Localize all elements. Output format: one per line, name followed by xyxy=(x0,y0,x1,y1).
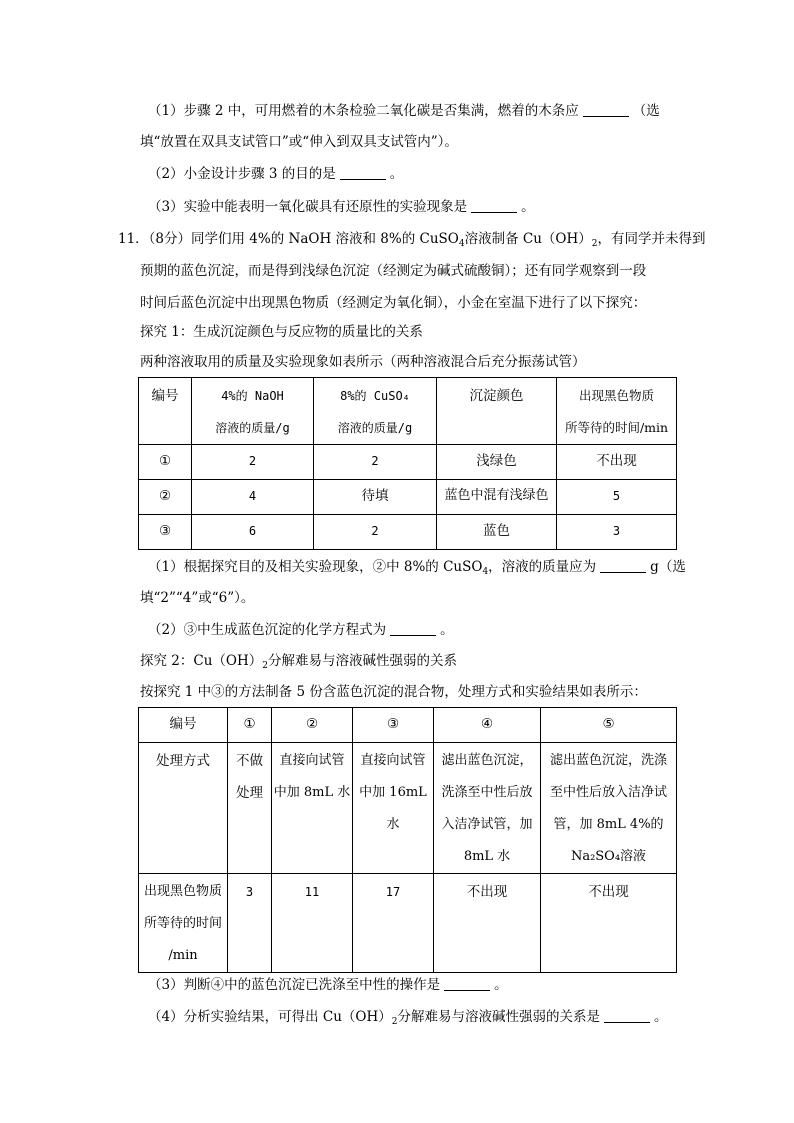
header-text: 溶液的质量/g xyxy=(337,421,413,435)
table-cell: 蓝色中混有浅绿色 xyxy=(437,480,557,515)
table2-row-label-treatment xyxy=(139,743,228,874)
cell-line: 不做 xyxy=(236,753,263,769)
table-row xyxy=(139,874,677,973)
table-row xyxy=(139,743,677,874)
explore2-title-a: 探究 2：Cu（OH） xyxy=(140,653,263,669)
q10-part2-text: （2）小金设计步骤 3 的目的是 xyxy=(148,166,336,182)
table2-header-5: ⑤ xyxy=(541,708,677,743)
table1-header-naoh xyxy=(192,378,314,445)
explore1-desc-text: 两种溶液取用的质量及实验现象如表所示（两种溶液混合后充分振荡试管） xyxy=(140,354,586,370)
row-label: /min xyxy=(168,948,198,963)
cell-line: 8mL 水 xyxy=(463,849,511,864)
period: 。 xyxy=(653,1009,668,1025)
table-cell xyxy=(228,743,272,874)
explore2-title-b: 分解难易与溶液碱性强弱的关系 xyxy=(267,653,457,669)
q11-part2 xyxy=(148,620,454,640)
q10-part1-line2 xyxy=(140,132,458,152)
q11-intro-line3 xyxy=(140,293,646,313)
answer-blank xyxy=(471,198,517,213)
q10-part3 xyxy=(148,197,535,217)
subscript: 4 xyxy=(482,567,489,577)
table-row xyxy=(139,445,677,480)
table-cell: 3 xyxy=(557,515,677,550)
table-cell: 不出现 xyxy=(434,874,541,973)
period: 。 xyxy=(440,622,454,638)
q11-intro-3: 时间后蓝色沉淀中出现黑色物质（经测定为氧化铜），小金在室温下进行了以下探究： xyxy=(140,295,647,311)
header-text: 沉淀颜色 xyxy=(469,388,524,404)
table-cell xyxy=(353,743,434,874)
table-cell xyxy=(541,743,677,874)
table-cell: 3 xyxy=(228,874,272,973)
cell-line: 处理 xyxy=(236,785,263,801)
q11-part4 xyxy=(148,1007,667,1027)
table2-header-1: ① xyxy=(228,708,272,743)
explore2-desc xyxy=(140,682,647,702)
table2-row-label-time xyxy=(139,874,228,973)
header-text: 出现黑色物质 xyxy=(578,388,654,403)
cell-line: 至中性后放入洁净试 xyxy=(549,785,667,800)
q10-part1-text-b: （选 xyxy=(632,103,660,119)
table-cell: 11 xyxy=(272,874,353,973)
table-explore1 xyxy=(138,377,677,550)
table-row xyxy=(139,515,677,550)
cell-line: 入洁净试管，加 xyxy=(441,817,533,832)
cell-line: 直接向试管 xyxy=(360,753,426,768)
answer-blank xyxy=(340,165,386,180)
table-cell xyxy=(434,743,541,874)
q11-intro-1a: 11．（8分）同学们用 4%的 NaOH 溶液和 8%的 CuSO xyxy=(118,231,459,247)
q11-part2-text: （2）③中生成蓝色沉淀的化学方程式为 xyxy=(148,622,387,638)
header-text: 所等待的时间/min xyxy=(564,420,669,435)
answer-blank xyxy=(444,976,490,991)
q11-intro-2: 预期的蓝色沉淀，而是得到浅绿色沉淀（经测定为碱式硫酸铜）；还有同学观察到一段 xyxy=(140,263,647,279)
cell-line: 中加 16mL 水 xyxy=(359,785,427,832)
table2-header-4: ④ xyxy=(434,708,541,743)
q11-intro-line1 xyxy=(118,229,705,249)
period: 。 xyxy=(389,166,404,182)
table-cell: 4 xyxy=(192,480,314,515)
table-cell xyxy=(272,743,353,874)
table-cell: ② xyxy=(139,480,192,515)
explore1-title xyxy=(140,322,423,342)
cell-line: 洗涤至中性后放 xyxy=(441,785,533,800)
table1-header-id xyxy=(139,378,192,445)
header-text: 溶液的质量/g xyxy=(215,421,290,435)
cell-line: 管，加 8mL 4%的 xyxy=(553,817,664,832)
row-label: 处理方式 xyxy=(156,753,210,769)
answer-blank xyxy=(390,621,436,636)
table-cell: 17 xyxy=(353,874,434,973)
q11-part3 xyxy=(148,975,508,995)
q10-part1-text: （1）步骤 2 中，可用燃着的木条检验二氧化碳是否集满，燃着的木条应 xyxy=(148,103,579,119)
q11-part4-a: （4）分析实验结果，可得出 Cu（OH） xyxy=(148,1009,392,1025)
subscript: 2 xyxy=(391,1017,398,1027)
header-text: 编号 xyxy=(151,388,179,404)
cell-line: Na₂SO₄溶液 xyxy=(570,849,647,864)
table-cell: ① xyxy=(139,445,192,480)
q11-intro-1c: ，有同学并未得到 xyxy=(597,231,706,247)
row-label: 出现黑色物质 xyxy=(143,884,222,899)
row-label: 所等待的时间 xyxy=(143,916,222,931)
table-row xyxy=(139,480,677,515)
subscript: 2 xyxy=(591,239,598,249)
explore1-desc xyxy=(140,352,586,372)
table2-header-2: ② xyxy=(272,708,353,743)
subscript: 2 xyxy=(262,661,268,671)
table-cell: 浅绿色 xyxy=(437,445,557,480)
cell-line: 滤出蓝色沉淀，洗涤 xyxy=(549,753,667,768)
q11-intro-line2 xyxy=(140,261,646,281)
table2-header-row xyxy=(139,708,677,743)
header-text: 8%的 CuSO₄ xyxy=(340,389,410,403)
header-text: 4%的 NaOH xyxy=(221,389,284,403)
table1-header-time xyxy=(557,378,677,445)
table1-header-row xyxy=(139,378,677,445)
q10-part3-text: （3）实验中能表明一氧化碳具有还原性的实验现象是 xyxy=(148,199,468,215)
table-cell: ③ xyxy=(139,515,192,550)
q11-part4-b: 分解难易与溶液碱性强弱的关系是 xyxy=(397,1009,600,1025)
answer-blank xyxy=(583,102,629,117)
q11-part3-text: （3）判断④中的蓝色沉淀已洗涤至中性的操作是 xyxy=(148,977,441,993)
table-explore2 xyxy=(138,707,677,973)
table-cell: 2 xyxy=(314,515,437,550)
answer-blank xyxy=(604,1008,650,1023)
table-cell: 待填 xyxy=(314,480,437,515)
q11-part1-b: ，溶液的质量应为 xyxy=(488,559,597,575)
q11-part1-d: 填“2”“4”或“6”）。 xyxy=(140,590,255,606)
table-cell: 不出现 xyxy=(541,874,677,973)
table2-header-3: ③ xyxy=(353,708,434,743)
table-cell: 6 xyxy=(192,515,314,550)
period: 。 xyxy=(494,977,508,993)
table-cell: 5 xyxy=(557,480,677,515)
q10-part1-line1 xyxy=(148,101,660,121)
table-cell: 2 xyxy=(192,445,314,480)
explore2-desc-text: 按探究 1 中③的方法制备 5 份含蓝色沉淀的混合物，处理方式和实验结果如表所示： xyxy=(140,684,647,700)
q10-part2 xyxy=(148,164,403,184)
q11-part1-a: （1）根据探究目的及相关实验现象，②中 8%的 CuSO xyxy=(148,559,483,575)
explore2-title xyxy=(140,651,457,671)
period: 。 xyxy=(521,199,535,215)
q11-part1-line2 xyxy=(140,588,254,608)
q11-part1-line1 xyxy=(148,557,686,577)
cell-line: 滤出蓝色沉淀， xyxy=(441,753,533,768)
table-cell: 2 xyxy=(314,445,437,480)
table-cell: 蓝色 xyxy=(437,515,557,550)
cell-line: 中加 8mL 水 xyxy=(273,785,351,800)
explore1-title-text: 探究 1：生成沉淀颜色与反应物的质量比的关系 xyxy=(140,324,423,340)
q11-part1-c: g（选 xyxy=(650,559,686,575)
answer-blank xyxy=(600,558,646,573)
cell-line: 直接向试管 xyxy=(279,753,345,768)
table1-header-color xyxy=(437,378,557,445)
table1-header-cuso4 xyxy=(314,378,437,445)
q11-intro-1b: 溶液制备 Cu（OH） xyxy=(464,231,592,247)
q10-part1-text-c: 填“放置在双具支试管口”或“伸入到双具支试管内”）。 xyxy=(140,134,458,150)
table2-header-id: 编号 xyxy=(139,708,228,743)
table-cell: 不出现 xyxy=(557,445,677,480)
subscript: 4 xyxy=(458,239,465,249)
